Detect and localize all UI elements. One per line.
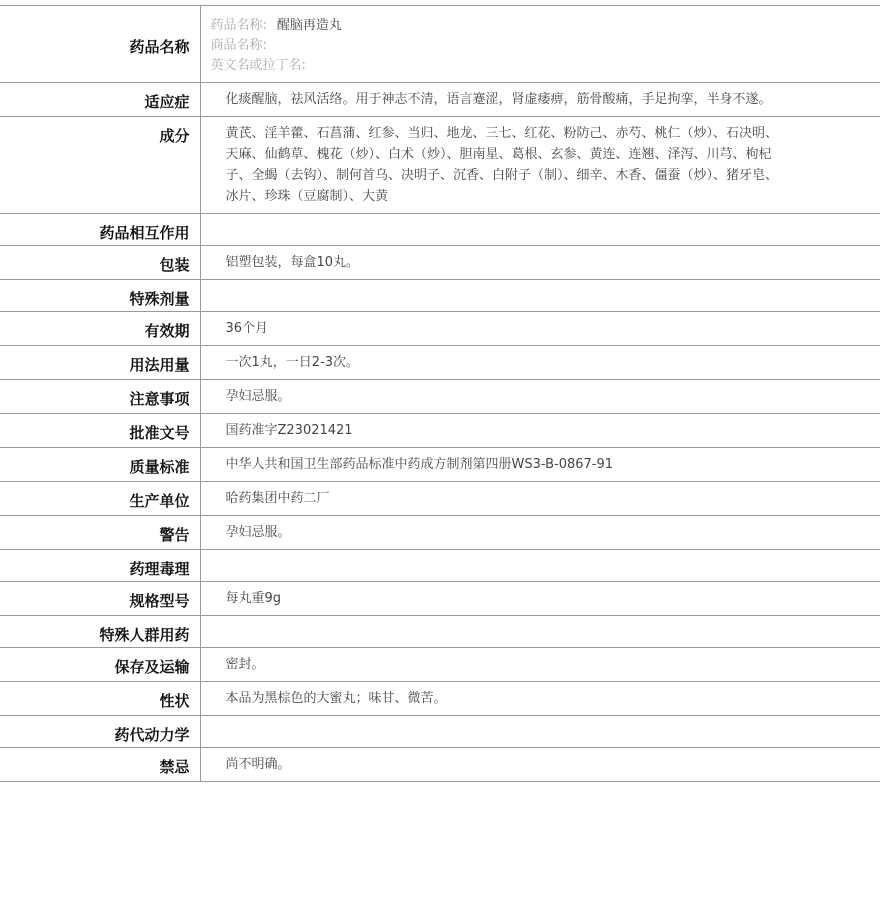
row-pharmacology [0,550,880,582]
row-label: 警告 [0,516,200,550]
row-label: 成分 [0,117,200,214]
row-value [200,214,880,246]
row-value: 孕妇忌服。 [200,516,880,550]
row-label: 规格型号 [0,582,200,616]
row-value: 尚不明确。 [200,748,880,782]
row-quality-standard [0,448,880,482]
trade-name-label: 商品名称: [210,38,267,53]
row-label: 药品名称 [0,6,200,83]
row-label: 特殊剂量 [0,280,200,312]
row-description [0,682,880,716]
row-label: 用法用量 [0,346,200,380]
trade-name-line [211,36,871,56]
row-label: 性状 [0,682,200,716]
row-value: 36个月 [200,312,880,346]
row-pharmacokinetics [0,716,880,748]
row-value: 每丸重9g [200,582,880,616]
row-value: 国药准字Z23021421 [200,414,880,448]
row-approval-number [0,414,880,448]
row-value: 中华人共和国卫生部药品标准中药成方制剂第四册WS3-B-0867-91 [200,448,880,482]
generic-name-value: 醒脑再造丸 [276,18,342,33]
row-value: 哈药集团中药二厂 [200,482,880,516]
row-interactions [0,214,880,246]
row-label: 保存及运输 [0,648,200,682]
row-label: 药代动力学 [0,716,200,748]
row-specification [0,582,880,616]
row-contraindications [0,748,880,782]
row-value: 本品为黑棕色的大蜜丸；味甘、微苦。 [200,682,880,716]
row-label: 特殊人群用药 [0,616,200,648]
row-value: 化痰醒脑，祛风活络。用于神志不清，语言蹇涩，肾虚痿痹，筋骨酸痛，手足拘挛，半身不遂。 [200,83,880,117]
row-label: 有效期 [0,312,200,346]
row-storage [0,648,880,682]
english-name-label: 英文名或拉丁名: [210,58,306,73]
row-value: 孕妇忌服。 [200,380,880,414]
drug-info-table [0,5,880,782]
row-packaging [0,246,880,280]
row-value: 黄芪、淫羊藿、石菖蒲、红参、当归、地龙、三七、红花、粉防己、赤芍、桃仁（炒）、石决明、天麻、仙鹤草、槐花（炒）、白术（炒）、胆南星、葛根、玄参、黄连、连翘、泽泻、川芎、枸杞子、全蝎（去钩）、制何首乌、决明子、沉香、白附子（制）、细辛、木香、僵蚕（炒）、猪牙皂、冰片、珍珠（豆腐制）、大黄 [200,117,880,214]
row-value [200,716,880,748]
row-label: 禁忌 [0,748,200,782]
row-label: 生产单位 [0,482,200,516]
row-special-dosage [0,280,880,312]
row-ingredients [0,117,880,214]
row-value: 铝塑包装，每盒10丸。 [200,246,880,280]
row-label: 适应症 [0,83,200,117]
row-value [200,550,880,582]
row-special-populations [0,616,880,648]
english-name-line [211,56,871,76]
row-label: 批准文号 [0,414,200,448]
row-label: 药理毒理 [0,550,200,582]
row-indications [0,83,880,117]
row-value [200,616,880,648]
row-shelf-life [0,312,880,346]
row-drug-name [0,6,880,83]
row-label: 包装 [0,246,200,280]
row-value [200,280,880,312]
row-value: 一次1丸，一日2-3次。 [200,346,880,380]
row-label: 注意事项 [0,380,200,414]
row-dosage [0,346,880,380]
generic-name-line [211,16,871,36]
row-label: 药品相互作用 [0,214,200,246]
row-value: 密封。 [200,648,880,682]
row-manufacturer [0,482,880,516]
row-precautions [0,380,880,414]
row-label: 质量标准 [0,448,200,482]
generic-name-label: 药品名称: [210,18,267,33]
drug-name-block [200,6,880,83]
row-warning [0,516,880,550]
